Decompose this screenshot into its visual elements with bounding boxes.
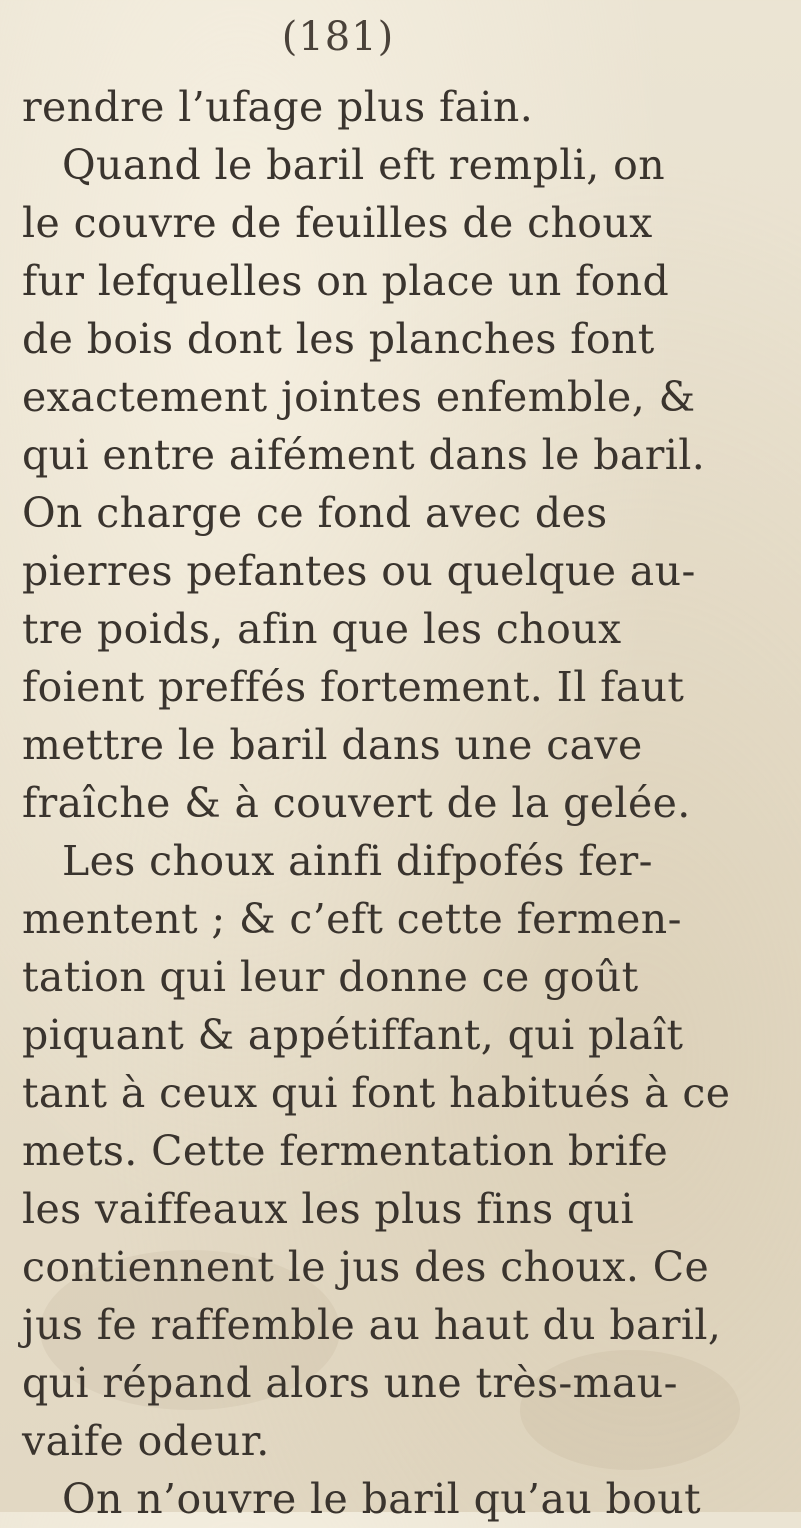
text-line: vaife odeur. xyxy=(22,1417,270,1465)
text-line: qui entre aifément dans le baril. xyxy=(22,431,706,479)
text-line: piquant & appétiffant, qui plaît xyxy=(22,1011,684,1059)
text-line: de bois dont les planches font xyxy=(22,315,655,363)
text-line: tre poids, afin que les choux xyxy=(22,605,622,653)
text-line: foient preffés fortement. Il faut xyxy=(22,663,685,711)
text-line: mets. Cette fermentation brife xyxy=(22,1127,669,1175)
text-line: les vaiffeaux les plus fins qui xyxy=(22,1185,635,1233)
text-line: pierres pefantes ou quelque au- xyxy=(22,547,696,595)
text-line: mettre le baril dans une cave xyxy=(22,721,643,769)
text-line: jus fe raffemble au haut du baril, xyxy=(22,1301,722,1349)
page-number: (181) xyxy=(281,14,395,60)
text-line: qui répand alors une très-mau- xyxy=(22,1359,678,1407)
text-line: Quand le baril eft rempli, on xyxy=(62,141,666,189)
text-line: le couvre de feuilles de choux xyxy=(22,199,653,247)
text-line: tant à ceux qui font habitués à ce xyxy=(22,1069,731,1117)
text-line: fur lefquelles on place un fond xyxy=(22,257,670,305)
text-line: tation qui leur donne ce goût xyxy=(22,953,639,1001)
text-line: contiennent le jus des choux. Ce xyxy=(22,1243,710,1291)
text-line: Les choux ainfi difpofés fer- xyxy=(62,837,653,885)
text-line: On charge ce fond avec des xyxy=(22,489,608,537)
text-line: fraîche & à couvert de la gelée. xyxy=(22,779,691,827)
text-line: exactement jointes enfemble, & xyxy=(22,373,696,421)
text-line: mentent ; & c’eft cette fermen- xyxy=(22,895,682,943)
text-line: On n’ouvre le baril qu’au bout xyxy=(62,1475,701,1523)
text-line: rendre l’ufage plus fain. xyxy=(22,83,534,131)
